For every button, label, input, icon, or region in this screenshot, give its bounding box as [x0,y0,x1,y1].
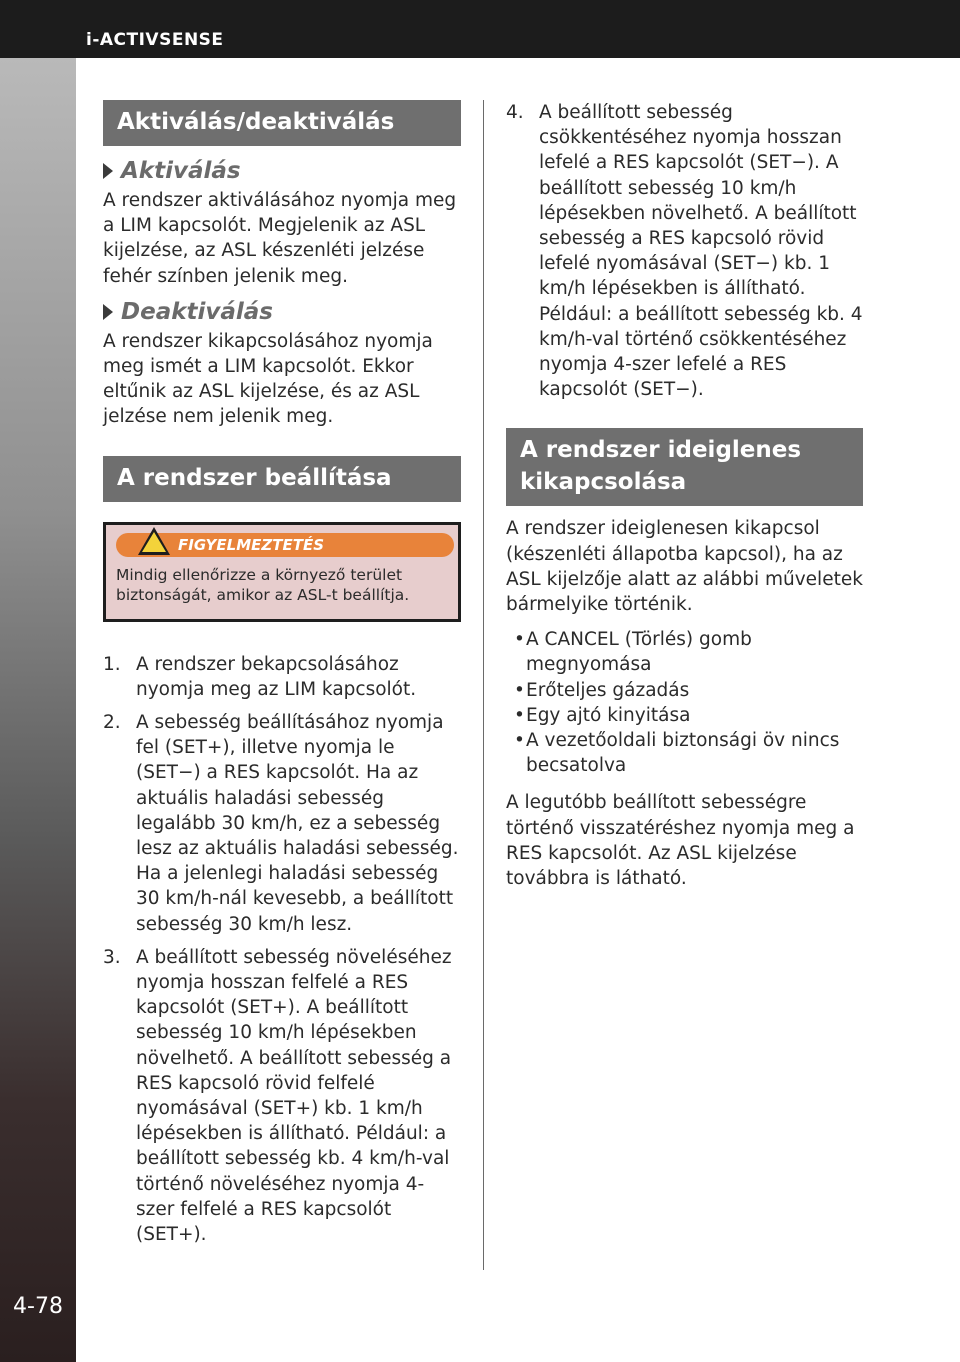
chapter-title: i-ACTIVSENSE [86,30,224,50]
right-column [506,100,863,891]
list-item [103,710,461,937]
step-text: A beállított sebesség növeléséhez nyomja hosszan felfelé a RES kapcsolót (SET+). A beállított sebesség 10 km/h lépésekben növelhető. A beállított sebesség a RES kapcsoló rövid felfelé nyomásával (SET+) kb. 1 km/h lépésekben is állítható. Például: a beállított sebesség kb. 4 km/h-val történő növeléséhez nyomja 4-szer felfelé a RES kapcsolót (SET+). [136,946,452,1246]
bullet-text: A vezetőoldali biztonsági öv nincs becsatolva [526,730,840,777]
list-item [514,678,863,703]
steps-list-continued [506,100,863,402]
subheading-deactivate-label: Deaktiválás [121,298,273,325]
step-text: A beállított sebesség csökkentéséhez nyomja hosszan lefelé a RES kapcsolót (SET−). A beállított sebesség 10 km/h lépésekben növelhető. A beállított sebesség a RES kapcsoló rövid lefelé nyomásával (SET−) kb. 1 km/h lépésekben is állítható. Például: a beállított sebesség kb. 4 km/h-val történő csökkentéséhez nyomja 4-szer lefelé a RES kapcsolót (SET−). [539,102,863,401]
arrow-bullet-icon [103,304,113,320]
side-photo-strip [0,58,76,1362]
bullet-text: A CANCEL (Törlés) gomb megnyomása [526,629,752,676]
warning-triangle-icon: ! [138,527,170,555]
warning-title-bar [116,533,454,557]
section-header-temporary-off: A rendszer ideiglenes kikapcsolása [506,428,863,506]
bullet-text: Egy ajtó kinyitása [526,704,691,726]
section-header-settings: A rendszer beállítása [103,456,461,502]
step-number: 4. [506,102,524,123]
warning-title: FIGYELMEZTETÉS [178,535,325,554]
top-header-bar [0,0,960,58]
activate-paragraph: A rendszer aktiválásához nyomja meg a LIM kapcsolót. Megjelenik az ASL kijelzése, az ASL készenléti jelzése fehér színben jelenik meg. [103,190,457,287]
list-item [103,652,461,702]
step-text: A rendszer bekapcsolásához nyomja meg az LIM kapcsolót. [136,653,417,700]
warning-text: Mindig ellenőrizze a környező terület biztonságát, amikor az ASL-t beállítja. [116,565,410,604]
step-number: 3. [103,946,121,968]
section-header-activation: Aktiválás/deaktiválás [103,100,461,146]
step-text: A sebesség beállításához nyomja fel (SET+), illetve nyomja le (SET−) a RES kapcsolót. Ha az aktuális haladási sebesség legalább 30 km/h, ez a sebesség lesz az aktuális haladási sebesség. Ha a jelenlegi haladási sebesség 30 km/h-nál kevesebb, a beállított sebesség 30 km/h lesz. [136,712,459,935]
step-number: 1. [103,653,121,675]
list-item [514,703,863,728]
subheading-activate-label: Aktiválás [121,158,241,184]
deactivate-paragraph: A rendszer kikapcsolásához nyomja meg ismét a LIM kapcsolót. Ekkor eltűnik az ASL kijelzése, és az ASL jelzése nem jelenik meg. [103,330,433,428]
list-item [103,945,461,1247]
bullet-dot-icon: • [514,679,525,701]
arrow-bullet-icon [103,163,113,179]
list-item [506,100,863,402]
bullet-dot-icon: • [514,704,525,726]
bullet-dot-icon: • [514,730,525,752]
return-paragraph: A legutóbb beállított sebességre történő visszatéréshez nyomja meg a RES kapcsolót. Az ASL kijelzése továbbra is látható. [506,792,855,890]
warning-box [103,522,461,622]
list-item [514,728,863,778]
column-divider [483,100,484,1270]
bullet-list [514,627,863,778]
left-column [103,100,461,1247]
bullet-text: Erőteljes gázadás [526,679,690,701]
subheading-activate [103,158,461,184]
temporary-off-paragraph: A rendszer ideiglenesen kikapcsol (készenléti állapotba kapcsol), ha az ASL kijelzője alatt az alábbi műveletek bármelyike történik. [506,518,863,616]
page-number: 4-78 [13,1294,63,1319]
list-item [514,627,863,677]
subheading-deactivate [103,299,461,325]
bullet-dot-icon: • [514,629,525,651]
steps-list [103,652,461,1248]
step-number: 2. [103,712,121,734]
